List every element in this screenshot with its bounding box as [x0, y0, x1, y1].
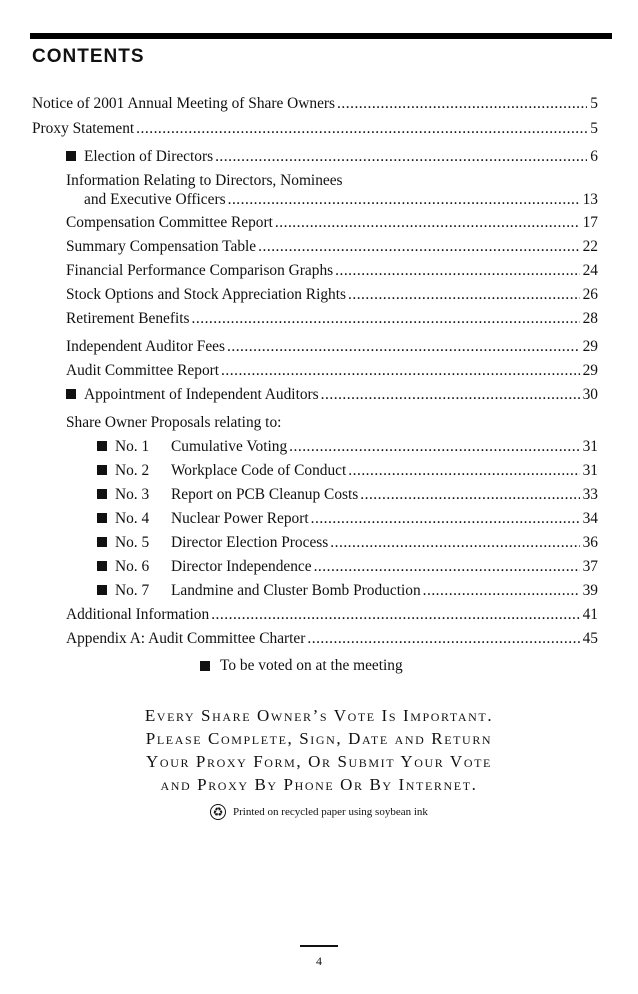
toc-entry-text: Audit Committee Report — [66, 362, 220, 379]
proposal-number: No. 5 — [115, 534, 150, 551]
toc-entry-page: 29 — [582, 338, 598, 355]
recycled-note-text: Printed on recycled paper using soybean ink — [233, 806, 428, 818]
proposal-number: No. 3 — [115, 486, 150, 503]
toc-entry-proposal-5 — [97, 533, 598, 553]
vote-bullet-icon — [66, 151, 76, 161]
toc-entry-proposals-heading: Share Owner Proposals relating to: — [66, 414, 282, 431]
page-title: CONTENTS — [32, 46, 145, 67]
toc-entry-information-line2 — [84, 190, 598, 210]
toc-entry-information-line1: Information Relating to Directors, Nominees — [66, 172, 343, 189]
toc-leader — [348, 461, 579, 481]
proposal-number: No. 4 — [115, 510, 150, 527]
toc-leader — [314, 557, 580, 577]
proposal-number: No. 7 — [115, 582, 150, 599]
recycled-paper-note — [210, 804, 428, 820]
toc-entry-text: Report on PCB Cleanup Costs — [171, 486, 359, 503]
vote-bullet-icon — [97, 585, 107, 595]
notice-line: Your Proxy Form, Or Submit Your Vote — [146, 752, 492, 771]
toc-entry-text: Additional Information — [66, 606, 210, 623]
vote-bullet-icon — [97, 561, 107, 571]
bullet-legend — [200, 656, 403, 676]
proposal-number: No. 6 — [115, 558, 150, 575]
vote-bullet-icon — [97, 537, 107, 547]
toc-leader — [275, 213, 580, 233]
toc-entry-page: 41 — [582, 606, 598, 623]
toc-leader — [227, 337, 580, 357]
vote-bullet-icon — [97, 489, 107, 499]
toc-entry-text: Stock Options and Stock Appreciation Rights — [66, 286, 347, 303]
vote-bullet-icon — [97, 441, 107, 451]
toc-entry-stock-options — [66, 285, 598, 305]
toc-leader — [215, 147, 587, 167]
toc-entry-proxy-statement — [32, 119, 598, 139]
toc-entry-proposal-3 — [97, 485, 598, 505]
toc-leader — [192, 309, 580, 329]
toc-entry-page: 22 — [582, 238, 598, 255]
proposal-number: No. 2 — [115, 462, 150, 479]
toc-leader — [228, 190, 580, 210]
footer-rule — [300, 945, 338, 947]
toc-entry-page: 17 — [582, 214, 598, 231]
vote-bullet-icon — [97, 513, 107, 523]
toc-leader — [311, 509, 580, 529]
toc-entry-notice — [32, 94, 598, 114]
toc-entry-page: 13 — [582, 191, 598, 208]
toc-entry-text: Appendix A: Audit Committee Charter — [66, 630, 306, 647]
recycle-icon: ♻ — [210, 804, 226, 820]
toc-entry-text: Proxy Statement — [32, 120, 135, 137]
toc-entry-text: Summary Compensation Table — [66, 238, 257, 255]
toc-entry-page: 33 — [582, 486, 598, 503]
toc-entry-proposal-1 — [97, 437, 598, 457]
toc-entry-appointment-auditors — [66, 385, 598, 405]
vote-bullet-icon — [97, 465, 107, 475]
toc-entry-text: Appointment of Independent Auditors — [84, 386, 319, 403]
toc-entry-proposal-6 — [97, 557, 598, 577]
toc-entry-text: Independent Auditor Fees — [66, 338, 226, 355]
toc-leader — [321, 385, 580, 405]
toc-leader — [221, 361, 580, 381]
toc-entry-text: Workplace Code of Conduct — [171, 462, 347, 479]
toc-entry-text: Financial Performance Comparison Graphs — [66, 262, 334, 279]
toc-entry-summary-compensation — [66, 237, 598, 257]
toc-entry-text: Retirement Benefits — [66, 310, 190, 327]
page-number: 4 — [316, 954, 322, 968]
legend-text: To be voted on at the meeting — [220, 657, 403, 674]
toc-entry-page: 29 — [582, 362, 598, 379]
toc-leader — [258, 237, 579, 257]
vote-bullet-icon — [200, 661, 210, 671]
notice-line: and Proxy By Phone Or By Internet. — [160, 775, 478, 794]
toc-entry-page: 45 — [582, 630, 598, 647]
toc-entry-proposal-7 — [97, 581, 598, 601]
toc-entry-page: 5 — [590, 120, 598, 137]
toc-entry-page: 5 — [590, 95, 598, 112]
toc-entry-page: 39 — [582, 582, 598, 599]
toc-entry-page: 31 — [582, 462, 598, 479]
toc-entry-additional-information — [66, 605, 598, 625]
toc-entry-page: 26 — [582, 286, 598, 303]
toc-entry-auditor-fees — [66, 337, 598, 357]
toc-entry-audit-committee-report — [66, 361, 598, 381]
toc-entry-page: 34 — [582, 510, 598, 527]
toc-leader — [330, 533, 579, 553]
toc-entry-performance-graphs — [66, 261, 598, 281]
toc-entry-election-of-directors — [66, 147, 598, 167]
vote-bullet-icon — [66, 389, 76, 399]
toc-entry-page: 30 — [582, 386, 598, 403]
toc-leader — [335, 261, 579, 281]
toc-entry-appendix-a — [66, 629, 598, 649]
toc-entry-text: Director Election Process — [171, 534, 329, 551]
toc-entry-text: Notice of 2001 Annual Meeting of Share Owners — [32, 95, 336, 112]
proposal-number: No. 1 — [115, 438, 150, 455]
toc-leader — [211, 605, 579, 625]
toc-entry-page: 31 — [582, 438, 598, 455]
toc-entry-compensation-committee — [66, 213, 598, 233]
toc-entry-page: 28 — [582, 310, 598, 327]
toc-leader — [423, 581, 580, 601]
toc-entry-page: 6 — [590, 148, 598, 165]
toc-entry-text: Election of Directors — [84, 148, 214, 165]
toc-entry-page: 24 — [582, 262, 598, 279]
notice-line: Every Share Owner’s Vote Is Important. — [144, 706, 494, 725]
notice-line: Please Complete, Sign, Date and Return — [145, 729, 493, 748]
toc-entry-retirement-benefits — [66, 309, 598, 329]
top-rule — [30, 33, 612, 39]
toc-entry-page: 36 — [582, 534, 598, 551]
toc-entry-text: Nuclear Power Report — [171, 510, 309, 527]
toc-leader — [348, 285, 580, 305]
toc-entry-proposal-4 — [97, 509, 598, 529]
toc-entry-text: Landmine and Cluster Bomb Production — [171, 582, 421, 599]
toc-leader — [307, 629, 579, 649]
toc-leader — [289, 437, 579, 457]
vote-important-notice — [0, 704, 638, 796]
toc-leader — [136, 119, 587, 139]
toc-leader — [360, 485, 579, 505]
toc-entry-proposal-2 — [97, 461, 598, 481]
toc-leader — [337, 94, 587, 114]
toc-entry-text: Cumulative Voting — [171, 438, 288, 455]
toc-entry-text: and Executive Officers — [84, 191, 226, 208]
toc-entry-page: 37 — [582, 558, 598, 575]
toc-entry-text: Director Independence — [171, 558, 312, 575]
toc-entry-text: Compensation Committee Report — [66, 214, 273, 231]
